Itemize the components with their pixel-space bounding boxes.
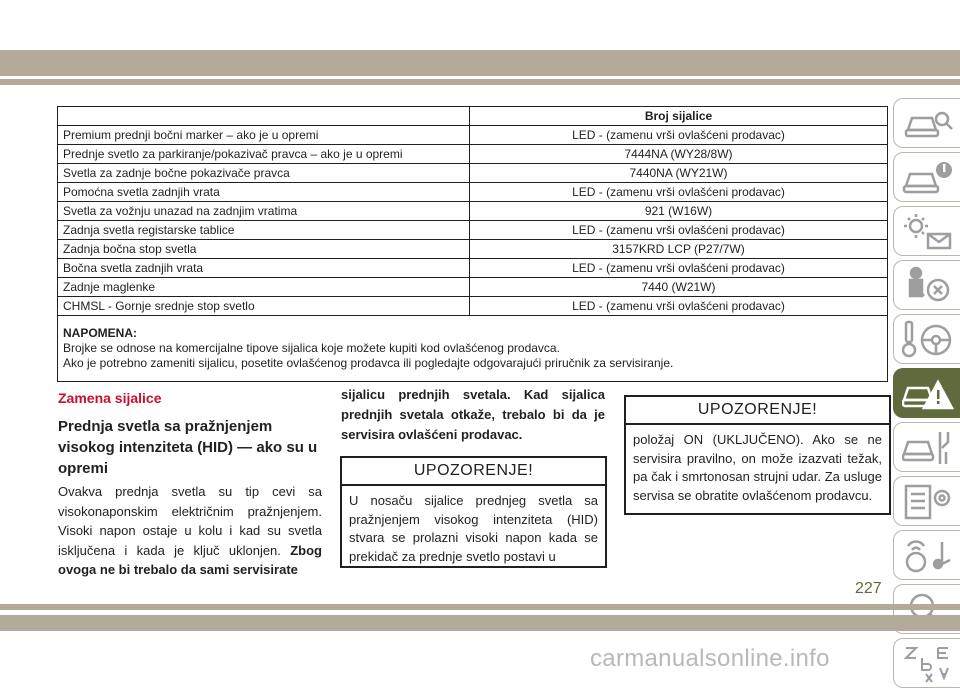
warning-title: UPOZORENJE! [342,458,605,486]
continued-paragraph: sijalicu prednjih svetala. Kad sijalica prednjih svetala otkaže, trebalo bi da je servisira ovlašćeni prodavac. [341,387,605,442]
watermark: carmanualsonline.info [590,645,830,672]
steering-wheel-icon [902,320,954,360]
tab-car-info[interactable] [893,152,960,202]
radio-music-icon [902,536,954,576]
bulb-number: 7440 (W21W) [470,278,888,297]
note-line: Ako je potrebno zameniti sijalicu, posetite ovlašćenog prodavca ili pogledajte odgovarajući priručnik za servisiranje. [63,356,674,370]
table-row [58,221,888,240]
warning-lights-icon [902,212,954,252]
lamp-name: Svetla za vožnju unazad na zadnjim vratima [58,202,470,221]
bulb-number: LED - (zamenu vrši ovlašćeni prodavac) [470,183,888,202]
body-paragraph [58,482,322,580]
lamp-name: Zadnja bočna stop svetla [58,240,470,259]
table-row [58,297,888,316]
bulb-number: LED - (zamenu vrši ovlašćeni prodavac) [470,297,888,316]
footer-band [0,615,960,631]
note-title: NAPOMENA: [63,326,137,340]
lamp-name: Svetla za zadnje bočne pokazivače pravca [58,164,470,183]
table-row [58,202,888,221]
table-row [58,259,888,278]
warning-box [340,456,607,568]
tab-starting-driving[interactable] [893,314,960,364]
lamp-name: Zadnja svetla registarske tablice [58,221,470,240]
body-bold-text: Zbog ovoga ne bi trebalo da sami servisirate [58,542,322,577]
bulb-number: LED - (zamenu vrši ovlašćeni prodavac) [470,259,888,278]
lamp-name: Bočna svetla zadnjih vrata [58,259,470,278]
hazard-car-icon [902,374,954,414]
body-normal-text: Ovakva prednja svetla su tip cevi sa visokonaponskim električnim pražnjenjem. Visoki napon ostaje u kolu i kad su svetla isključena i kada je ključ uklonjen. [58,484,322,558]
table-row [58,145,888,164]
lamp-name: Pomoćna svetla zadnjih vrata [58,183,470,202]
lamp-name: CHMSL - Gornje srednje stop svetlo [58,297,470,316]
warning-text: položaj ON (UKLJUČENO). Ako se ne servisira pravilno, on može izazvati težak, pa čak i smrtonosan strujni udar. Za usluge servisa se obratite ovlašćenom prodavcu. [633,432,882,503]
bulb-number: 7444NA (WY28/8W) [470,145,888,164]
bulb-number: LED - (zamenu vrši ovlašćeni prodavac) [470,126,888,145]
note-cell [58,316,888,382]
tab-multimedia[interactable] [893,530,960,580]
bulb-table [57,106,888,382]
lamp-name: Premium prednji bočni marker – ako je u opremi [58,126,470,145]
table-row [58,240,888,259]
tab-index[interactable] [893,638,960,688]
car-search-icon [902,104,954,144]
header-band [0,50,960,76]
tab-emergency[interactable] [893,368,960,418]
header-rule [0,79,960,85]
tab-car-search[interactable] [893,98,960,148]
bulb-number: 7440NA (WY21W) [470,164,888,183]
settings-list-icon [902,482,954,522]
page-number: 227 [855,580,882,597]
tab-maintenance[interactable] [893,422,960,472]
footer-rule [0,604,960,610]
table-row [58,126,888,145]
table-row [58,278,888,297]
lamp-name: Zadnje maglenke [58,278,470,297]
seatbelt-airbag-icon [902,266,954,306]
tab-safety[interactable] [893,260,960,310]
table-header-row [58,107,888,126]
bulb-number: 3157KRD LCP (P27/7W) [470,240,888,259]
car-tools-icon [902,428,954,468]
note-row [58,316,888,382]
sub-heading: Prednja svetla sa pražnjenjem visokog intenziteta (HID) — ako su u opremi [58,418,318,477]
table-row [58,164,888,183]
bulb-number: LED - (zamenu vrši ovlašćeni prodavac) [470,221,888,240]
warning-box [624,395,891,515]
warning-title: UPOZORENJE! [626,397,889,425]
lamp-name: Prednje svetlo za parkiranje/pokazivač pravca – ako je u opremi [58,145,470,164]
empty-header [58,107,470,126]
car-info-icon [902,158,954,198]
note-line: Brojke se odnose na komercijalne tipove sijalica koje možete kupiti kod ovlašćenog prodavca. [63,341,560,355]
tab-warning-lights[interactable] [893,206,960,256]
alphabet-index-icon [902,644,954,684]
table-row [58,183,888,202]
bulb-number: 921 (W16W) [470,202,888,221]
section-heading: Zamena sijalice [58,390,162,406]
tab-specifications[interactable] [893,476,960,526]
bulb-number-header: Broj sijalice [470,107,888,126]
chapter-tabs [893,98,960,692]
warning-text: U nosaču sijalice prednjeg svetla sa pražnjenjem visokog intenziteta (HID) stvara se prolazni visoki napon kada se prekidač za prednje svetlo postavi u [349,493,598,564]
